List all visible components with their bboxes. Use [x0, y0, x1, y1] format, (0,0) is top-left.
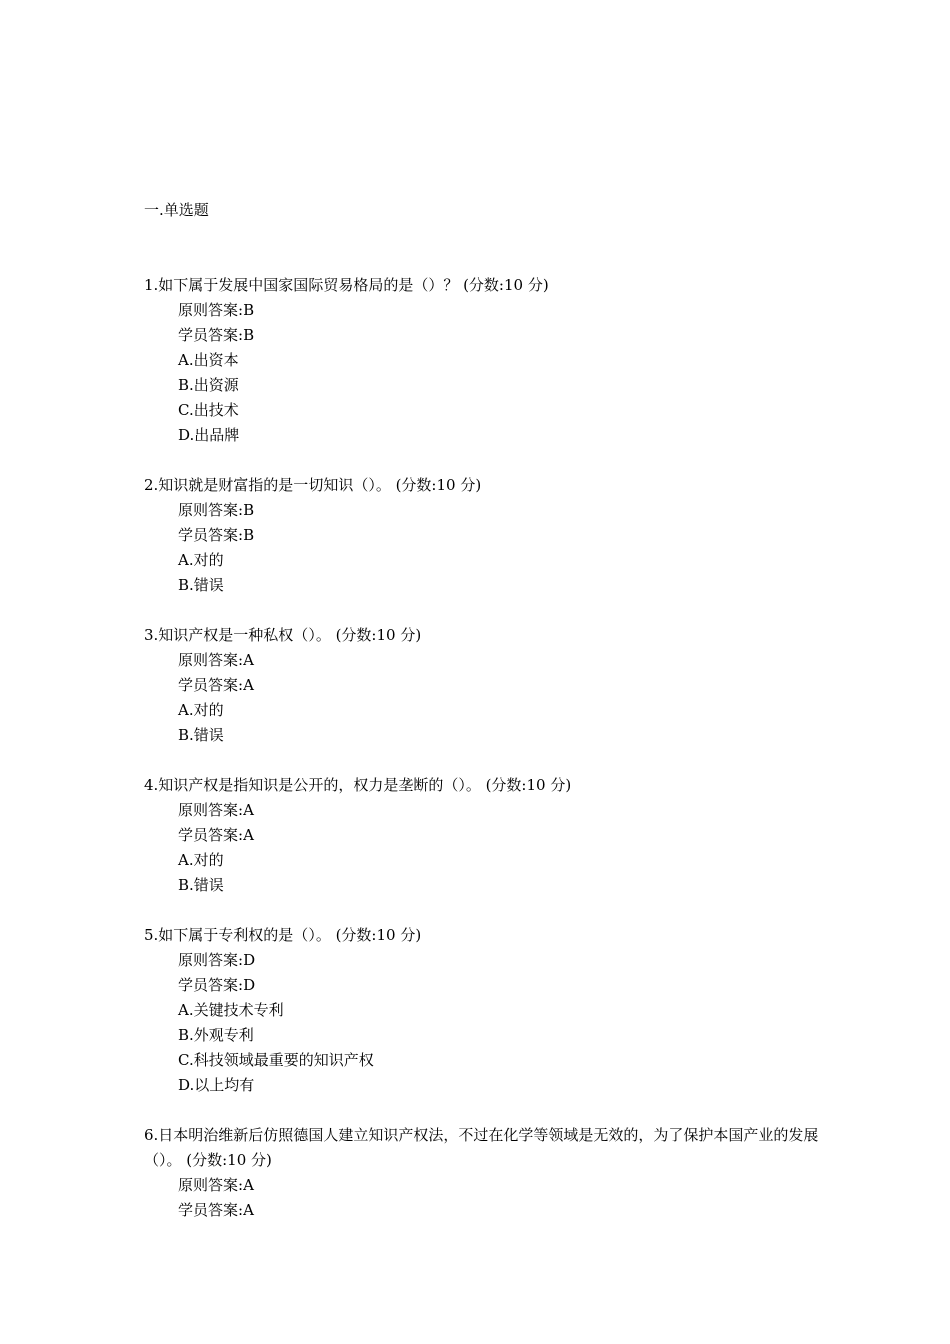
student-answer-label: 学员答案: — [178, 976, 244, 994]
question-6 — [144, 1123, 824, 1223]
standard-answer-value: A — [243, 801, 254, 819]
standard-answer-value: B — [243, 301, 255, 319]
student-answer-label: 学员答案: — [178, 826, 244, 844]
student-answer-value: A — [243, 1201, 254, 1219]
option-b: B.出资源 — [178, 376, 239, 394]
standard-answer-label: 原则答案: — [178, 651, 244, 669]
standard-answer-label: 原则答案: — [178, 951, 244, 969]
student-answer — [144, 973, 824, 998]
question-title: 3.知识产权是一种私权（）。 (分数:10 分) — [144, 626, 422, 644]
question-list — [144, 273, 824, 1248]
standard-answer-label: 原则答案: — [178, 801, 244, 819]
question-3 — [144, 623, 824, 748]
option-b: B.错误 — [178, 726, 224, 744]
standard-answer — [144, 798, 824, 823]
option-b: B.错误 — [178, 876, 224, 894]
question-title: 6.日本明治维新后仿照德国人建立知识产权法，不过在化学等领域是无效的，为了保护本国产业的发展（）。 (分数:10 分) — [144, 1126, 819, 1169]
standard-answer-label: 原则答案: — [178, 1176, 244, 1194]
question-5 — [144, 923, 824, 1098]
standard-answer-value: A — [243, 1176, 254, 1194]
student-answer-value: B — [243, 526, 255, 544]
option-b: B.外观专利 — [178, 1026, 254, 1044]
option-c: C.出技术 — [178, 401, 239, 419]
option-a: A.对的 — [178, 851, 224, 869]
student-answer — [144, 1198, 824, 1223]
standard-answer-value: B — [243, 501, 255, 519]
question-title: 5.如下属于专利权的是（）。 (分数:10 分) — [144, 926, 422, 944]
option-a: A.对的 — [178, 551, 224, 569]
student-answer-value: D — [243, 976, 256, 994]
student-answer-value: A — [243, 826, 254, 844]
standard-answer-label: 原则答案: — [178, 501, 244, 519]
option-d: D.出品牌 — [178, 426, 240, 444]
student-answer — [144, 523, 824, 548]
student-answer-label: 学员答案: — [178, 676, 244, 694]
student-answer — [144, 323, 824, 348]
question-title: 2.知识就是财富指的是一切知识（）。 (分数:10 分) — [144, 476, 482, 494]
standard-answer-label: 原则答案: — [178, 301, 244, 319]
standard-answer-value: A — [243, 651, 254, 669]
question-title: 4.知识产权是指知识是公开的，权力是垄断的（）。 (分数:10 分) — [144, 776, 572, 794]
option-c: C.科技领域最重要的知识产权 — [178, 1051, 374, 1069]
question-1 — [144, 273, 824, 448]
section-title: 一.单选题 — [144, 201, 209, 219]
standard-answer — [144, 648, 824, 673]
student-answer — [144, 823, 824, 848]
standard-answer-value: D — [243, 951, 256, 969]
student-answer-value: B — [243, 326, 255, 344]
option-d: D.以上均有 — [178, 1076, 255, 1094]
standard-answer — [144, 1173, 824, 1198]
student-answer — [144, 673, 824, 698]
student-answer-label: 学员答案: — [178, 326, 244, 344]
standard-answer — [144, 498, 824, 523]
standard-answer — [144, 948, 824, 973]
question-title: 1.如下属于发展中国家国际贸易格局的是（）？ (分数:10 分) — [144, 276, 549, 294]
option-b: B.错误 — [178, 576, 224, 594]
student-answer-value: A — [243, 676, 254, 694]
question-2 — [144, 473, 824, 598]
question-4 — [144, 773, 824, 898]
option-a: A.出资本 — [178, 351, 239, 369]
student-answer-label: 学员答案: — [178, 526, 244, 544]
standard-answer — [144, 298, 824, 323]
option-a: A.对的 — [178, 701, 224, 719]
option-a: A.关键技术专利 — [178, 1001, 284, 1019]
student-answer-label: 学员答案: — [178, 1201, 244, 1219]
